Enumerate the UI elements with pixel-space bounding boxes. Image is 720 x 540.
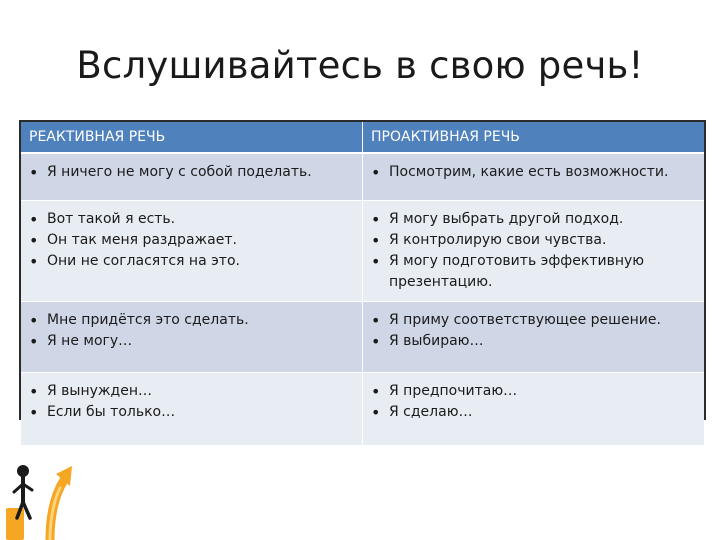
list-item: • Я контролирую свои чувства. <box>371 230 698 251</box>
header-reactive: РЕАКТИВНАЯ РЕЧЬ <box>21 122 363 153</box>
reactive-cell <box>21 302 363 373</box>
list-item: • Я выбираю… <box>371 331 698 352</box>
reactive-list <box>29 209 356 272</box>
speech-table <box>21 122 704 445</box>
proactive-list <box>371 209 698 293</box>
list-item: • Я могу выбрать другой подход. <box>371 209 698 230</box>
list-item: • Он так меня раздражает. <box>29 230 356 251</box>
reactive-list <box>29 310 356 352</box>
reactive-cell <box>21 373 363 446</box>
list-item: • Мне придётся это сделать. <box>29 310 356 331</box>
table-row <box>21 373 704 446</box>
reactive-cell <box>21 201 363 302</box>
list-item: • Я сделаю… <box>371 402 698 423</box>
proactive-list <box>371 381 698 423</box>
stick-figure-with-arrow-icon <box>6 462 76 540</box>
reactive-list <box>29 381 356 423</box>
table-header-row <box>21 122 704 153</box>
reactive-list <box>29 162 356 183</box>
table-row <box>21 153 704 201</box>
proactive-list <box>371 310 698 352</box>
list-item: • Я вынужден… <box>29 381 356 402</box>
slide-title: Вслушивайтесь в свою речь! <box>76 44 644 87</box>
proactive-list <box>371 162 698 183</box>
reactive-cell <box>21 153 363 201</box>
header-proactive: ПРОАКТИВНАЯ РЕЧЬ <box>363 122 705 153</box>
list-item: • Я приму соответствующее решение. <box>371 310 698 331</box>
list-item: • Я не могу… <box>29 331 356 352</box>
table-row <box>21 302 704 373</box>
proactive-cell <box>363 153 705 201</box>
table-row <box>21 201 704 302</box>
list-item: • Они не согласятся на это. <box>29 251 356 272</box>
proactive-cell <box>363 201 705 302</box>
proactive-cell <box>363 302 705 373</box>
speech-comparison-table <box>19 120 706 420</box>
list-item: • Я могу подготовить эффективную презентацию. <box>371 251 698 293</box>
proactive-cell <box>363 373 705 446</box>
list-item: • Вот такой я есть. <box>29 209 356 230</box>
list-item: • Если бы только… <box>29 402 356 423</box>
list-item: • Посмотрим, какие есть возможности. <box>371 162 698 183</box>
list-item: • Я ничего не могу с собой поделать. <box>29 162 356 183</box>
list-item: • Я предпочитаю… <box>371 381 698 402</box>
